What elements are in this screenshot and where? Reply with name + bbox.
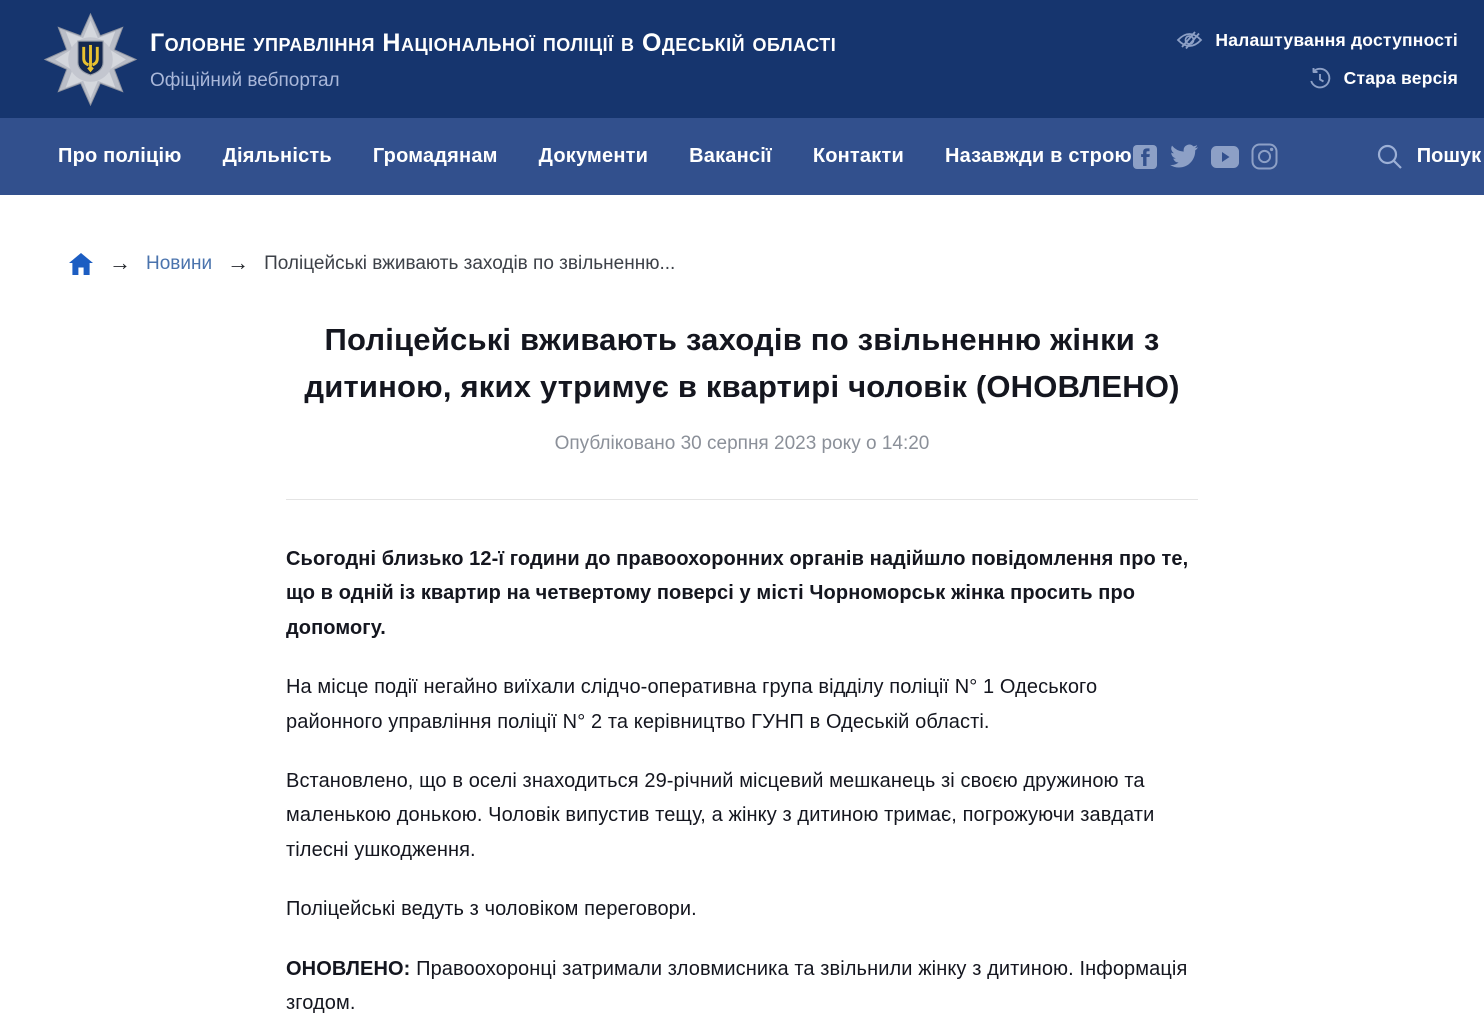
nav-menu xyxy=(58,145,1132,168)
nav-item-громадянам[interactable]: Громадянам xyxy=(372,145,498,167)
nav-item-діяльність[interactable]: Діяльність xyxy=(222,145,332,167)
history-clock-icon xyxy=(1308,67,1332,91)
home-icon[interactable] xyxy=(68,252,94,276)
facebook-icon[interactable] xyxy=(1132,144,1158,170)
nav-item-вакансії[interactable]: Вакансії xyxy=(689,145,772,167)
breadcrumb-current: Поліцейські вживають заходів по звільненню... xyxy=(264,253,676,274)
nav-item-документи[interactable]: Документи xyxy=(538,145,649,167)
eye-off-icon xyxy=(1176,30,1203,50)
nav-item-назавжди-в-строю[interactable]: Назавжди в строю xyxy=(944,145,1132,167)
article-paragraph: Поліцейські ведуть з чоловіком переговори. xyxy=(286,898,697,921)
main-navigation xyxy=(0,118,1484,195)
police-logo[interactable] xyxy=(40,9,140,109)
youtube-icon[interactable] xyxy=(1210,145,1240,169)
paragraph-lead: ОНОВЛЕНО: xyxy=(286,957,411,980)
article xyxy=(286,317,1198,1020)
site-subtitle: Офіційний вебпортал xyxy=(150,70,340,91)
breadcrumb-link[interactable]: Новини xyxy=(146,253,213,274)
site-header xyxy=(0,0,1484,118)
old-version-label: Стара версія xyxy=(1343,68,1458,88)
search-label: Пошук xyxy=(1416,145,1482,167)
accessibility-settings-link[interactable] xyxy=(1176,30,1458,51)
nav-item-про-поліцію[interactable]: Про поліцію xyxy=(58,145,182,167)
article-paragraph: ОНОВЛЕНО: Правоохоронці затримали зловмисника та звільнили жінку з дитиною. Інформація згодом. xyxy=(286,957,1188,1014)
old-version-link[interactable] xyxy=(1308,67,1458,91)
article-paragraph: На місце події негайно виїхали слідчо-оперативна група відділу поліції N° 1 Одеського районного управління поліції N° 2 та керівництво ГУНП в Одеській області. xyxy=(286,676,1098,733)
article-paragraph: Встановлено, що в оселі знаходиться 29-річний місцевий мешканець зі своєю дружиною та маленькою донькою. Чоловік випустив тещу, а жінку з дитиною тримає, погрожуючи завдати тілесні ушкодження. xyxy=(286,769,1155,861)
breadcrumb xyxy=(0,195,1484,276)
article-paragraph: Сьогодні близько 12-ї години до правоохоронних органів надійшло повідомлення про те, що в одній із квартир на четвертому поверсі у місті Чорноморськ жінка просить про допомогу. xyxy=(286,548,1189,639)
accessibility-settings-label: Налаштування доступності xyxy=(1215,29,1458,50)
police-star-emblem-icon xyxy=(42,11,139,108)
search-button[interactable] xyxy=(1376,143,1481,171)
article-body xyxy=(286,542,1198,1020)
instagram-icon[interactable] xyxy=(1251,143,1278,170)
divider xyxy=(286,499,1198,500)
social-links xyxy=(1132,143,1278,170)
breadcrumb-arrow-icon: → xyxy=(227,250,250,275)
article-title: Поліцейські вживають заходів по звільненню жінки з дитиною, яких утримує в квартирі чоловік (ОНОВЛЕНО) xyxy=(304,322,1180,404)
article-published-date: Опубліковано 30 серпня 2023 року о 14:20 xyxy=(554,433,930,454)
twitter-icon[interactable] xyxy=(1169,144,1199,169)
breadcrumb-arrow-icon: → xyxy=(109,250,131,275)
nav-item-контакти[interactable]: Контакти xyxy=(812,145,904,167)
site-title: Головне управління Національної поліції в Одеській області xyxy=(150,29,837,57)
search-icon xyxy=(1376,143,1404,171)
